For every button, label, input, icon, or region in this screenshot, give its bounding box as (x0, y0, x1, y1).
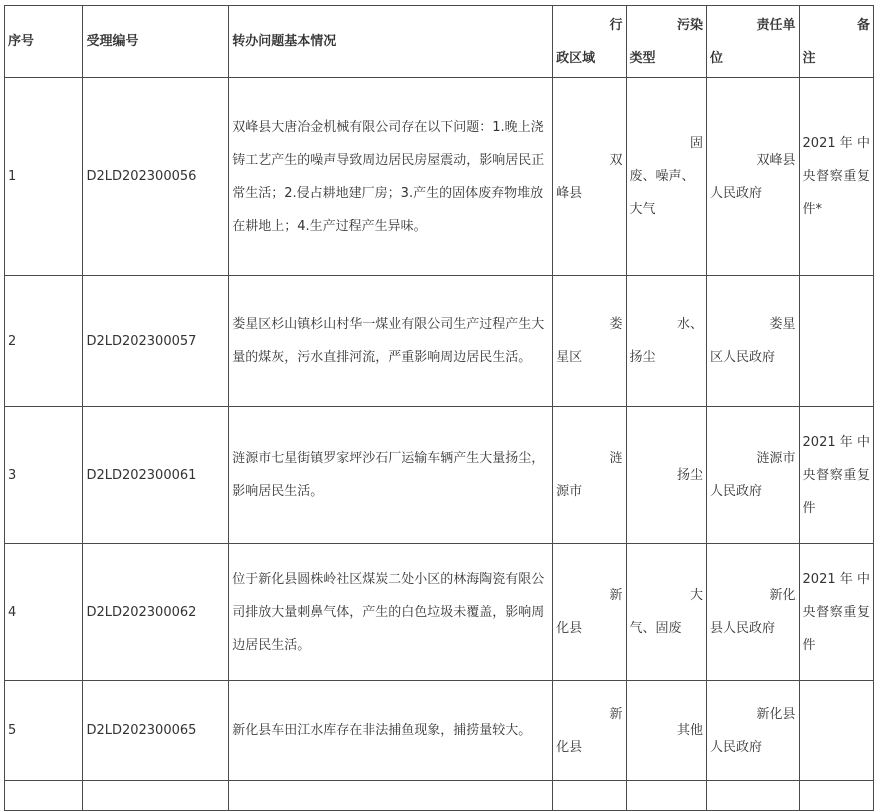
cell-dept (707, 276, 800, 407)
cell-pollution-line2: 气、固废 (629, 621, 682, 636)
cell-dept-line1: 娄星 (769, 317, 796, 332)
cell-seq: 2 (5, 276, 83, 407)
cell-pollution-line2: 废、噪声、大气 (629, 169, 695, 217)
cell-empty (707, 781, 800, 811)
cell-dept-line2: 区人民政府 (710, 350, 776, 365)
table-row (5, 78, 874, 276)
cell-pollution-line1: 大 (689, 588, 703, 603)
complaint-table (4, 5, 874, 811)
cell-pollution-line1: 扬尘 (676, 467, 703, 483)
cell-region-line2: 化县 (556, 621, 583, 636)
cell-dept (707, 681, 800, 781)
cell-dept (707, 78, 800, 276)
cell-seq: 4 (5, 544, 83, 681)
table-row-partial (5, 781, 874, 811)
cell-note: 2021年中央督察重复件* (799, 78, 873, 276)
cell-summary: 位于新化县圆株岭社区煤炭二处小区的林海陶瓷有限公司排放大量刺鼻气体，产生的白色垃圾未覆盖，影响周边居民生活。 (229, 544, 553, 681)
cell-case-no: D2LD202300057 (83, 276, 229, 407)
cell-dept-line2: 人民政府 (710, 739, 763, 755)
cell-summary: 新化县车田江水库存在非法捕鱼现象，捕捞量较大。 (229, 681, 553, 781)
cell-dept-line1: 新化县 (756, 706, 796, 722)
header-pollution (626, 6, 706, 78)
cell-case-no: D2LD202300061 (83, 407, 229, 544)
cell-region (553, 407, 626, 544)
cell-seq: 5 (5, 681, 83, 781)
cell-region (553, 276, 626, 407)
header-case-no: 受理编号 (83, 6, 229, 78)
cell-dept-line2: 县人民政府 (710, 621, 776, 636)
cell-empty (5, 781, 83, 811)
cell-empty (229, 781, 553, 811)
cell-seq: 1 (5, 78, 83, 276)
header-pollution-line1: 污染 (676, 17, 703, 33)
cell-case-no: D2LD202300062 (83, 544, 229, 681)
cell-dept-line1: 双峰县 (756, 152, 796, 168)
cell-region (553, 681, 626, 781)
cell-region-line1: 涟 (609, 451, 623, 466)
cell-summary: 涟源市七星街镇罗家坪沙石厂运输车辆产生大量扬尘，影响居民生活。 (229, 407, 553, 544)
cell-pollution-line1: 其他 (676, 723, 703, 738)
cell-dept (707, 544, 800, 681)
cell-region-line1: 新 (609, 706, 623, 722)
cell-region (553, 544, 626, 681)
table-row (5, 681, 874, 781)
cell-pollution (626, 681, 706, 781)
table-row (5, 544, 874, 681)
cell-pollution (626, 407, 706, 544)
header-region (553, 6, 626, 78)
cell-pollution-line2: 扬尘 (629, 350, 656, 365)
header-region-line1: 行 (609, 17, 623, 33)
cell-dept-line2: 人民政府 (710, 185, 763, 201)
cell-summary: 娄星区杉山镇杉山村华一煤业有限公司生产过程产生大量的煤灰，污水直排河流，严重影响周边居民生活。 (229, 276, 553, 407)
cell-empty (626, 781, 706, 811)
cell-region-line2: 源市 (556, 484, 583, 499)
cell-empty (553, 781, 626, 811)
cell-region-line2: 化县 (556, 739, 583, 755)
header-row (5, 6, 874, 78)
header-pollution-line2: 类型 (629, 50, 656, 66)
header-note (799, 6, 873, 78)
header-dept (707, 6, 800, 78)
header-region-line2: 政区域 (556, 50, 596, 66)
cell-dept-line1: 涟源市 (756, 451, 796, 466)
cell-case-no: D2LD202300056 (83, 78, 229, 276)
cell-note (799, 276, 873, 407)
cell-empty (799, 781, 873, 811)
cell-summary: 双峰县大唐冶金机械有限公司存在以下问题：1.晚上浇铸工艺产生的噪声导致周边居民房屋震动，影响居民正常生活；2.侵占耕地建厂房；3.产生的固体废弃物堆放在耕地上；4.生产过程产生异味。 (229, 78, 553, 276)
cell-note: 2021年中央督察重复件 (799, 544, 873, 681)
cell-region-line1: 娄 (609, 317, 623, 332)
cell-dept (707, 407, 800, 544)
cell-region-line1: 新 (609, 588, 623, 603)
cell-pollution (626, 276, 706, 407)
header-dept-line1: 责任单 (756, 17, 796, 33)
cell-dept-line1: 新化 (769, 588, 796, 603)
table-row (5, 407, 874, 544)
cell-region (553, 78, 626, 276)
cell-seq: 3 (5, 407, 83, 544)
header-note-line2: 注 (802, 50, 816, 66)
cell-dept-line2: 人民政府 (710, 484, 763, 499)
header-dept-line2: 位 (710, 50, 724, 66)
cell-empty (83, 781, 229, 811)
cell-pollution-line1: 固 (689, 136, 703, 151)
cell-pollution (626, 78, 706, 276)
header-note-line1: 备 (856, 17, 870, 33)
cell-region-line2: 星区 (556, 350, 583, 365)
table-row (5, 276, 874, 407)
header-summary: 转办问题基本情况 (229, 6, 553, 78)
cell-region-line1: 双 (609, 152, 623, 168)
cell-note: 2021年中央督察重复件 (799, 407, 873, 544)
cell-pollution (626, 544, 706, 681)
cell-case-no: D2LD202300065 (83, 681, 229, 781)
cell-region-line2: 峰县 (556, 185, 583, 201)
header-seq: 序号 (5, 6, 83, 78)
cell-pollution-line1: 水、 (676, 317, 703, 332)
cell-note (799, 681, 873, 781)
